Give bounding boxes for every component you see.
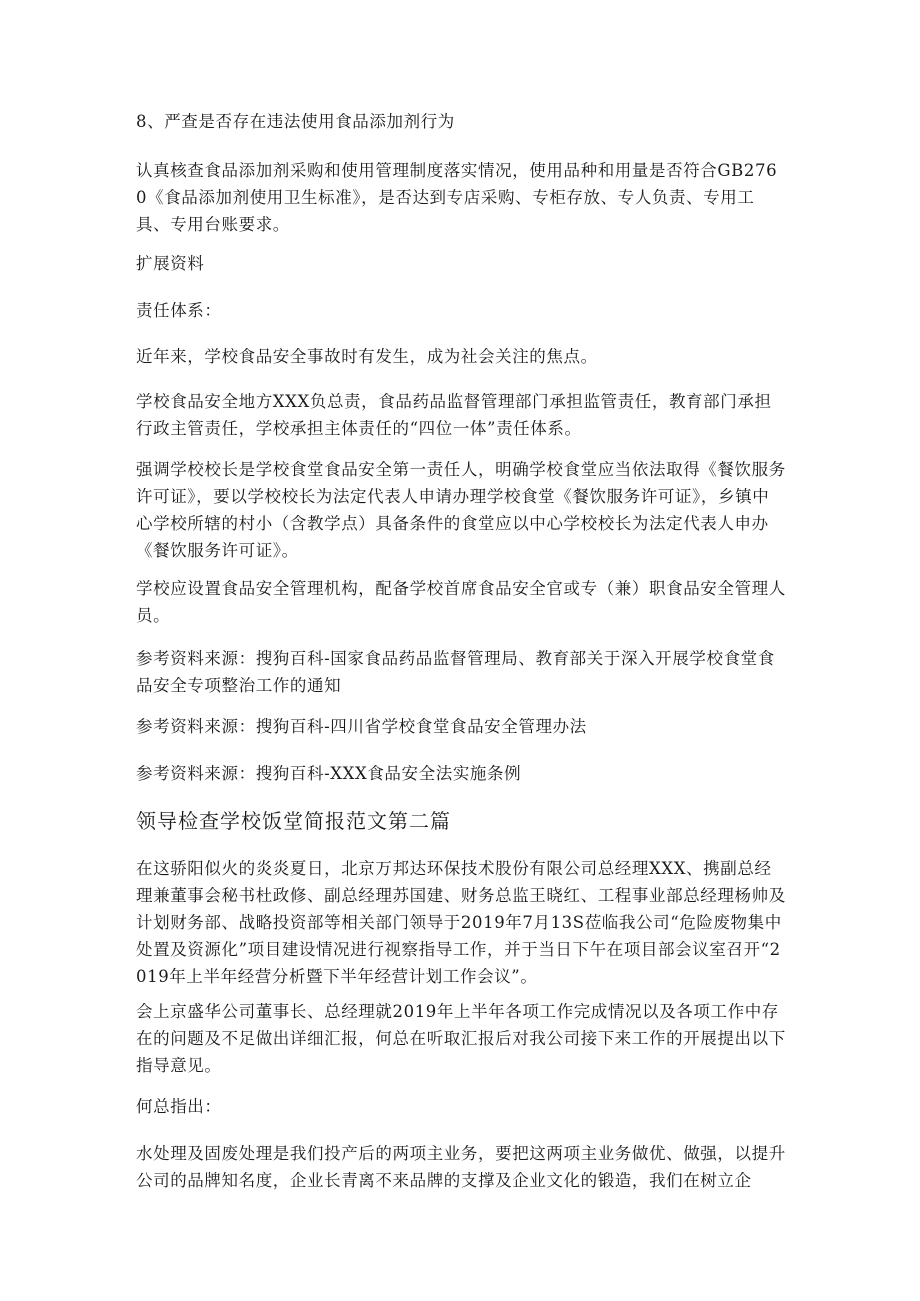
paragraph-extended-info: 扩展资料 [136,254,205,273]
paragraph-principal-responsibility: 强调学校校长是学校食堂食品安全第一责任人，明确学校食堂应当依法取得《餐饮服务许可证》，要以学校校长为法定代表人申请办理学校食堂《餐饮服务许可证》，乡镇中心学校所辖的村小（含教学点）具备条件的食堂应以中心学校校长为法定代表人申办《餐饮服务许可证》。 [136,460,786,560]
paragraph-recent-years: 近年来，学校食品安全事故时有发生，成为社会关注的焦点。 [136,347,598,366]
section-heading-second: 领导检查学校饭堂简报范文第二篇 [136,809,451,833]
paragraph-additive-check: 认真核查食品添加剂采购和使用管理制度落实情况，使用品种和用量是否符合GB2760《食品添加剂使用卫生标准》，是否达到专店采购、专柜存放、专人负责、专用工具、专用台账要求。 [136,161,778,234]
paragraph-reference-2: 参考资料来源：搜狗百科-四川省学校食堂食品安全管理办法 [136,717,587,736]
paragraph-reference-3: 参考资料来源：搜狗百科-XXX食品安全法实施条例 [136,764,522,783]
paragraph-reference-1: 参考资料来源：搜狗百科-国家食品药品监督管理局、教育部关于深入开展学校食堂食品安全专项整治工作的通知 [136,649,775,695]
paragraph-management-staff: 学校应设置食品安全管理机构，配备学校首席食品安全官或专（兼）职食品安全管理人员。 [136,579,786,625]
paragraph-four-in-one: 学校食品安全地方XXX负总责，食品药品监督管理部门承担监管责任，教育部门承担行政主管责任，学校承担主体责任的“四位一体”责任体系。 [136,392,772,438]
paragraph-he-pointed-out: 何总指出： [136,1097,222,1116]
paragraph-main-business: 水处理及固废处理是我们投产后的两项主业务，要把这两项主业务做优、做强，以提升公司的品牌知名度，企业长青离不来品牌的支撑及企业文化的锻造，我们在树立企 [136,1144,786,1190]
paragraph-responsibility-title: 责任体系： [136,301,222,320]
paragraph-meeting-report: 会上京盛华公司董事长、总经理就2019年上半年各项工作完成情况以及各项工作中存在的问题及不足做出详细汇报，何总在听取汇报后对我公司接下来工作的开展提出以下指导意见。 [136,1002,786,1075]
paragraph-inspection-visit: 在这骄阳似火的炎炎夏日，北京万邦达环保技术股份有限公司总经理XXX、携副总经理兼董事会秘书杜政修、副总经理苏国建、财务总监王晓红、工程事业部总经理杨帅及计划财务部、战略投资部等相关部门领导于2019年7月13S莅临我公司“危险废物集中处置及资源化”项目建设情况进行视察指导工作，并于当日下午在项目部会议室召开“2019年上半年经营分析暨下半年经营计划工作会议”。 [136,859,786,986]
paragraph-item-8: 8、严查是否存在违法使用食品添加剂行为 [136,112,455,131]
